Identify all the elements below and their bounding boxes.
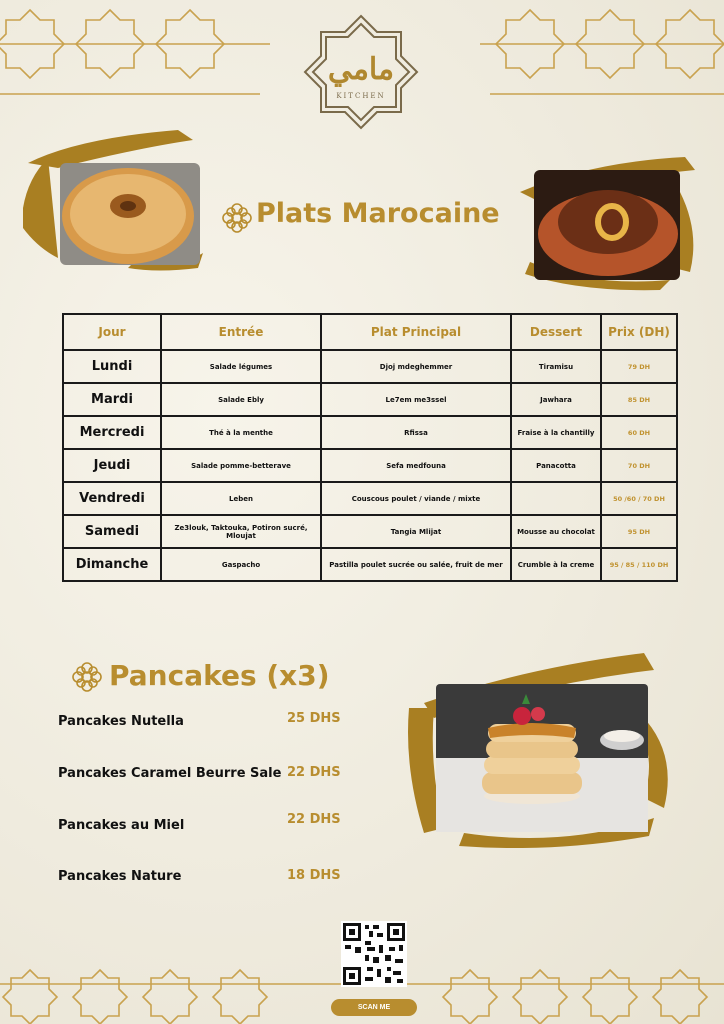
cell-entree: Leben <box>161 482 321 515</box>
cell-entree: Ze3louk, Taktouka, Potiron sucré, Mloujat <box>161 515 321 548</box>
header-dessert: Dessert <box>511 314 601 350</box>
cell-price: 95 / 85 / 110 DH <box>601 548 677 581</box>
arabesque-flower-icon <box>221 202 253 234</box>
cell-dessert <box>511 482 601 515</box>
logo-text: مامي <box>327 52 395 87</box>
table-row <box>63 548 677 581</box>
brand-logo <box>301 12 421 132</box>
cell-plat: Sefa medfouna <box>321 449 511 482</box>
table-row <box>63 482 677 515</box>
header-entree: Entrée <box>161 314 321 350</box>
plats-title: Plats Marocaine <box>256 198 500 229</box>
item-price: 18 DHS <box>287 868 341 883</box>
tajine-photo <box>510 152 700 292</box>
header-jour: Jour <box>63 314 161 350</box>
qr-code-icon[interactable] <box>341 921 407 987</box>
cell-day: Lundi <box>63 350 161 383</box>
item-price: 22 DHS <box>287 812 341 827</box>
pancakes-photo <box>404 648 684 848</box>
cell-day: Mercredi <box>63 416 161 449</box>
item-price: 25 DHS <box>287 711 341 726</box>
table-row <box>63 350 677 383</box>
cell-price: 60 DH <box>601 416 677 449</box>
cell-dessert: Panacotta <box>511 449 601 482</box>
cell-dessert: Jawhara <box>511 383 601 416</box>
list-item: Pancakes Caramel Beurre Sale <box>58 766 282 781</box>
cell-day: Samedi <box>63 515 161 548</box>
cell-plat: Djoj mdeghemmer <box>321 350 511 383</box>
cell-day: Mardi <box>63 383 161 416</box>
cell-dessert: Crumble à la creme <box>511 548 601 581</box>
cell-dessert: Tiramisu <box>511 350 601 383</box>
cell-entree: Salade Ebly <box>161 383 321 416</box>
table-row <box>63 515 677 548</box>
table-row <box>63 449 677 482</box>
cell-price: 85 DH <box>601 383 677 416</box>
cell-plat: Couscous poulet / viande / mixte <box>321 482 511 515</box>
weekly-menu-table <box>62 313 678 582</box>
cell-price: 70 DH <box>601 449 677 482</box>
cell-plat: Rfissa <box>321 416 511 449</box>
cell-plat: Le7em me3ssel <box>321 383 511 416</box>
cell-day: Dimanche <box>63 548 161 581</box>
cell-entree: Gaspacho <box>161 548 321 581</box>
list-item: Pancakes au Miel <box>58 818 185 833</box>
cell-entree: Thé à la menthe <box>161 416 321 449</box>
cell-entree: Salade pomme-betterave <box>161 449 321 482</box>
cell-day: Vendredi <box>63 482 161 515</box>
header-prix: Prix (DH) <box>601 314 677 350</box>
list-item: Pancakes Nature <box>58 869 182 884</box>
cell-price: 95 DH <box>601 515 677 548</box>
top-left-pattern <box>0 0 270 100</box>
arabesque-flower-icon <box>70 660 104 694</box>
table-row <box>63 383 677 416</box>
cell-dessert: Mousse au chocolat <box>511 515 601 548</box>
scan-me-button[interactable]: SCAN ME <box>331 999 417 1016</box>
table-row <box>63 416 677 449</box>
table-header-row <box>63 314 677 350</box>
pastilla-photo <box>18 118 208 273</box>
list-item: Pancakes Nutella <box>58 714 184 729</box>
header-plat: Plat Principal <box>321 314 511 350</box>
logo-subtext: KITCHEN <box>336 92 386 100</box>
cell-plat: Tangia Mlijat <box>321 515 511 548</box>
item-price: 22 DHS <box>287 765 341 780</box>
cell-entree: Salade légumes <box>161 350 321 383</box>
cell-dessert: Fraise à la chantilly <box>511 416 601 449</box>
cell-day: Jeudi <box>63 449 161 482</box>
top-right-pattern <box>470 0 724 100</box>
cell-price: 50 /60 / 70 DH <box>601 482 677 515</box>
cell-plat: Pastilla poulet sucrée ou salée, fruit de mer <box>321 548 511 581</box>
pancakes-title: Pancakes (x3) <box>109 659 330 692</box>
cell-price: 79 DH <box>601 350 677 383</box>
